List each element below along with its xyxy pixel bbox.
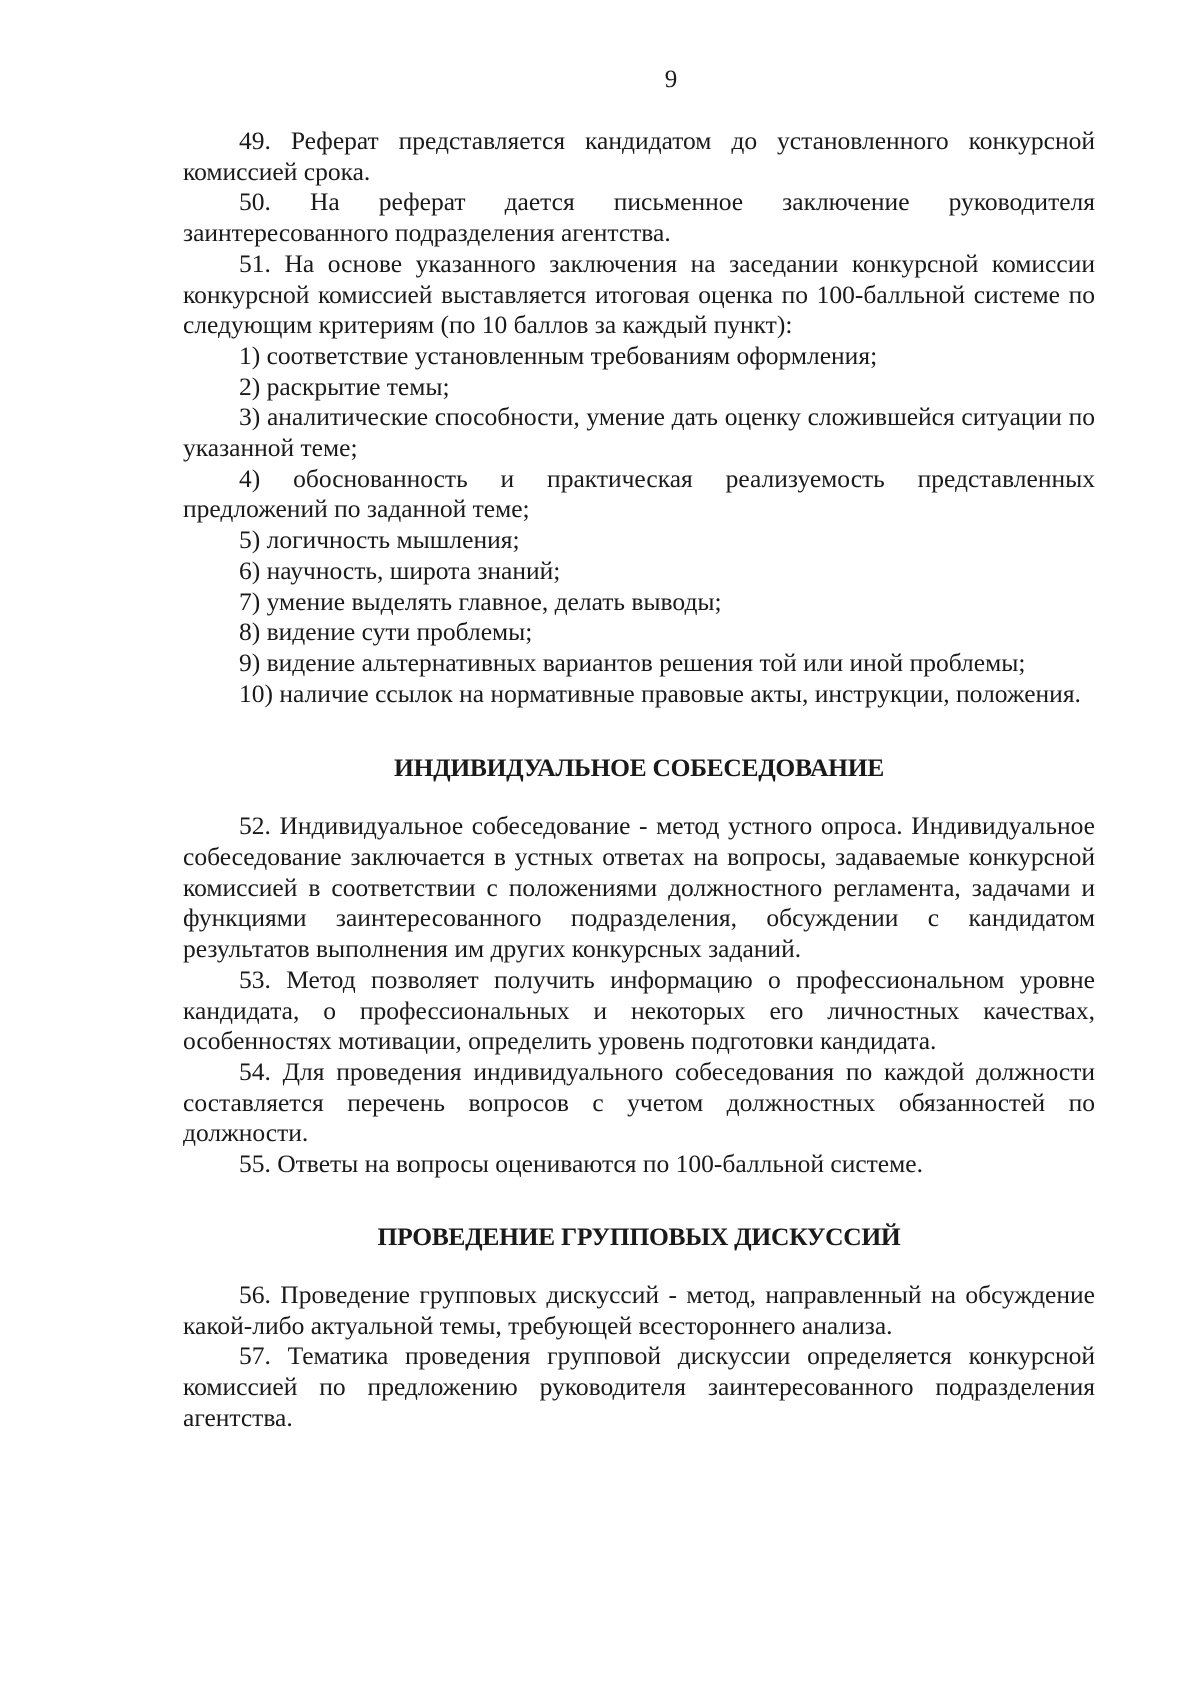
paragraph-53: 53. Метод позволяет получить информацию о профессиональном уровне кандидата, о профессиональных и некоторых его личностных качествах, особенностях мотивации, определить уровень подготовки кандидата. — [183, 964, 1095, 1056]
document-body — [183, 126, 1095, 1433]
criteria-section — [183, 126, 1095, 709]
criterion-1: 1) соответствие установленным требованиям оформления; — [239, 340, 878, 370]
paragraph-56: 56. Проведение групповых дискуссий - метод, направленный на обсуждение какой-либо актуальной темы, требующей всестороннего анализа. — [183, 1279, 1095, 1340]
criterion-10: 10) наличие ссылок на нормативные правовые акты, инструкции, положения. — [239, 678, 1081, 708]
paragraph-50: 50. На реферат дается письменное заключение руководителя заинтересованного подразделения агентства. — [183, 187, 1095, 248]
paragraph-57: 57. Тематика проведения групповой дискуссии определяется конкурсной комиссией по предложению руководителя заинтересованного подразделения агентства. — [183, 1341, 1095, 1432]
criterion-6: 6) научность, широта знаний; — [239, 555, 561, 585]
criterion-9: 9) видение альтернативных вариантов решения той или иной проблемы; — [239, 647, 1026, 677]
paragraph-52: 52. Индивидуальное собеседование - метод устного опроса. Индивидуальное собеседование заключается в устных ответах на вопросы, задаваемые конкурсной комиссией в соответствии с положениями должностного регламента, задачами и функциями заинтересованного подразделения, обсуждении с кандидатом результатов выполнения им других конкурсных заданий. — [183, 811, 1095, 964]
paragraph-49: 49. Реферат представляется кандидатом до установленного конкурсной комиссией срока. — [183, 126, 1095, 186]
section-heading-group-discussions: ПРОВЕДЕНИЕ ГРУППОВЫХ ДИСКУССИЙ — [377, 1221, 901, 1251]
criterion-3: 3) аналитические способности, умение дать оценку сложившейся ситуации по указанной теме; — [183, 402, 1095, 463]
criterion-4: 4) обоснованность и практическая реализуемость представленных предложений по заданной теме; — [183, 463, 1095, 524]
section-heading-individual-interview: ИНДИВИДУАЛЬНОЕ СОБЕСЕДОВАНИЕ — [394, 753, 884, 783]
paragraph-55: 55. Ответы на вопросы оцениваются по 100-балльной системе. — [239, 1149, 923, 1179]
criterion-8: 8) видение сути проблемы; — [239, 617, 533, 647]
individual-interview-section — [183, 811, 1095, 1179]
criterion-7: 7) умение выделять главное, делать выводы; — [239, 586, 722, 616]
page-number: 9 — [664, 66, 678, 93]
paragraph-51: 51. На основе указанного заключения на заседании конкурсной комиссии конкурсной комиссией выставляется итоговая оценка по 100-балльной системе по следующим критериям (по 10 баллов за каждый пункт): — [183, 248, 1095, 340]
criterion-2: 2) раскрытие темы; — [239, 371, 450, 401]
paragraph-54: 54. Для проведения индивидуального собеседования по каждой должности составляется перечень вопросов с учетом должностных обязанностей по должности. — [183, 1056, 1095, 1148]
group-discussions-section — [183, 1280, 1095, 1434]
criterion-5: 5) логичность мышления; — [239, 525, 520, 555]
